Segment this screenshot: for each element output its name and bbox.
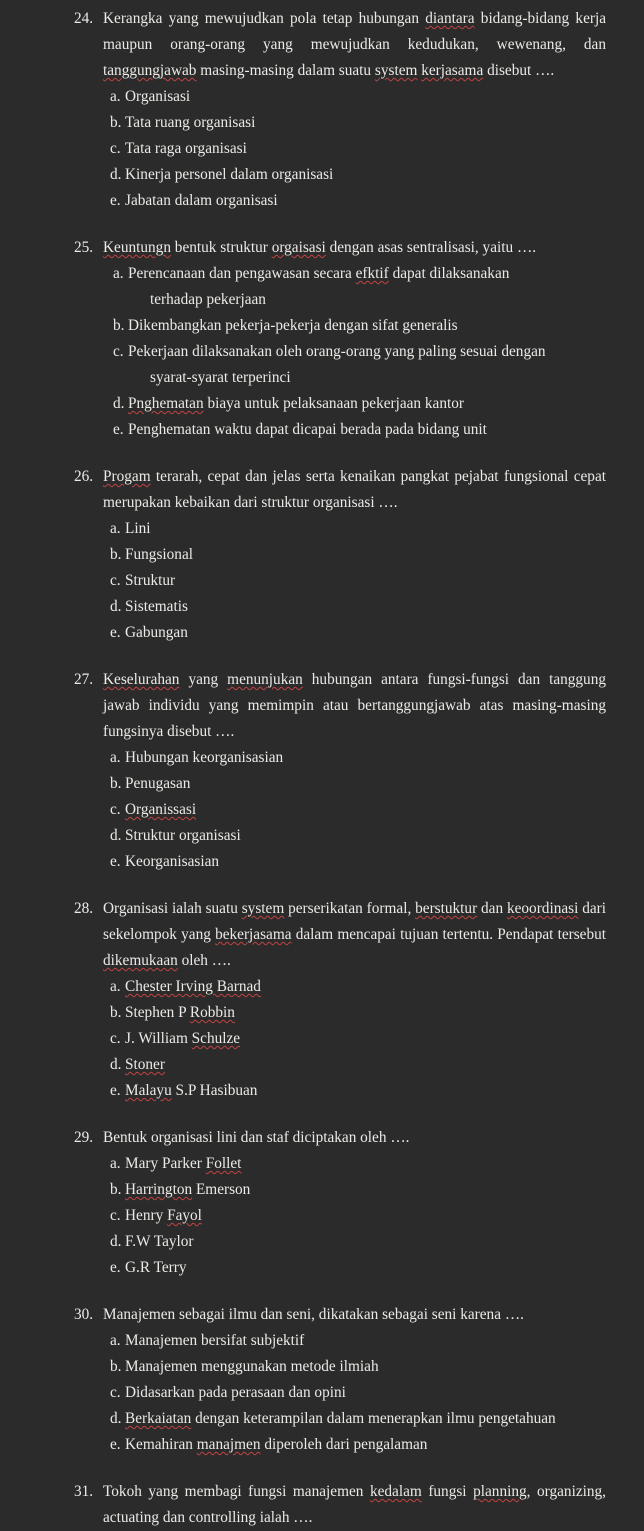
option-list xyxy=(74,1328,606,1458)
answer-option[interactable] xyxy=(110,1026,606,1052)
question-block xyxy=(74,1302,606,1458)
question-text: Keuntungn bentuk struktur orgaisasi dengan asas sentralisasi, yaitu …. xyxy=(103,239,537,256)
question-number: 24. xyxy=(74,10,94,27)
question-number: 27. xyxy=(74,671,94,688)
option-text: Struktur xyxy=(125,572,176,589)
spellcheck-word: Follet xyxy=(205,1155,242,1172)
option-list xyxy=(74,1151,606,1281)
option-list xyxy=(74,974,606,1104)
option-letter: e. xyxy=(110,192,121,209)
option-text: Manajemen bersifat subjektif xyxy=(125,1332,305,1349)
spellcheck-word: Stoner xyxy=(125,1056,165,1073)
option-letter: e. xyxy=(110,1436,121,1453)
answer-option[interactable] xyxy=(110,188,606,214)
option-text: Kemahiran manajmen diperoleh dari pengalaman xyxy=(125,1436,428,1453)
spellcheck-word: kedalam xyxy=(369,1483,422,1500)
spellcheck-word: Keselurahan xyxy=(103,671,180,688)
answer-option[interactable] xyxy=(110,110,606,136)
answer-option[interactable] xyxy=(110,516,606,542)
option-text xyxy=(125,974,606,1000)
answer-option[interactable] xyxy=(113,261,606,313)
option-letter: c. xyxy=(110,572,121,589)
question-text: Keselurahan yang menunjukan hubungan antara fungsi-fungsi dan tanggung jawab individu yang memimpin atau bertanggungjawab atas masing-masing fungsinya disebut …. xyxy=(103,671,607,740)
spellcheck-word: Keuntungn xyxy=(103,239,171,256)
option-letter: e. xyxy=(110,624,121,641)
option-continuation: syarat-syarat terperinci xyxy=(150,369,291,386)
option-letter: a. xyxy=(110,1155,121,1172)
answer-option[interactable] xyxy=(110,620,606,646)
option-continuation: terhadap pekerjaan xyxy=(150,291,266,308)
answer-option[interactable] xyxy=(113,417,606,443)
question-number: 31. xyxy=(74,1483,94,1500)
answer-option[interactable] xyxy=(110,849,606,875)
question-text: Progam terarah, cepat dan jelas serta kenaikan pangkat pejabat fungsional cepat merupakan kebaikan dari struktur organisasi …. xyxy=(103,468,606,511)
option-letter: d. xyxy=(110,1233,122,1250)
option-letter: c. xyxy=(110,1207,121,1224)
spellcheck-word: Malayu xyxy=(125,1082,172,1099)
option-text: Henry Fayol xyxy=(125,1207,202,1224)
answer-option[interactable] xyxy=(113,391,606,417)
question-header xyxy=(74,667,606,745)
option-letter: e. xyxy=(110,1259,121,1276)
question-header xyxy=(74,1302,606,1328)
option-letter: c. xyxy=(113,343,124,360)
option-letter: d. xyxy=(110,166,122,183)
option-text: Stephen P Robbin xyxy=(125,1004,235,1021)
option-text: Penghematan waktu dapat dicapai berada pada bidang unit xyxy=(128,421,487,438)
spellcheck-word: dikemukaan xyxy=(103,952,178,969)
option-text: Sistematis xyxy=(125,598,188,615)
answer-option[interactable] xyxy=(110,1000,606,1026)
option-letter: e. xyxy=(110,853,121,870)
answer-option[interactable] xyxy=(110,974,606,1000)
answer-option[interactable] xyxy=(110,797,606,823)
question-text: Bentuk organisasi lini dan staf diciptakan oleh …. xyxy=(103,1129,410,1146)
option-letter: c. xyxy=(110,1384,121,1401)
spellcheck-word: Pnghematan xyxy=(128,395,204,412)
option-text: G.R Terry xyxy=(125,1259,187,1276)
option-text: Struktur organisasi xyxy=(125,827,241,844)
option-text xyxy=(125,797,606,823)
option-letter: c. xyxy=(110,140,121,157)
option-letter: a. xyxy=(110,88,121,105)
option-text: Kinerja personel dalam organisasi xyxy=(125,166,334,183)
option-letter: a. xyxy=(110,749,121,766)
question-block xyxy=(74,235,606,443)
option-letter: c. xyxy=(110,801,121,818)
option-letter: a. xyxy=(110,1332,121,1349)
option-text: Pnghematan biaya untuk pelaksanaan pekerjaan kantor xyxy=(128,395,464,412)
option-letter: a. xyxy=(110,978,121,995)
question-header xyxy=(74,6,606,84)
question-list xyxy=(74,6,606,1531)
question-number: 30. xyxy=(74,1306,94,1323)
option-text: Jabatan dalam organisasi xyxy=(125,192,278,209)
option-text: Pekerjaan dilaksanakan oleh orang-orang yang paling sesuai dengan syarat-syarat terperinci xyxy=(128,339,606,391)
option-text: Organisasi xyxy=(125,88,191,105)
option-letter: b. xyxy=(110,1181,122,1198)
spellcheck-word: Progam xyxy=(103,468,151,485)
question-block xyxy=(74,1479,606,1531)
spellcheck-word: diantara xyxy=(425,10,475,27)
answer-option[interactable] xyxy=(110,1255,606,1281)
answer-option[interactable] xyxy=(113,313,606,339)
option-text: Hubungan keorganisasian xyxy=(125,749,284,766)
answer-option[interactable] xyxy=(110,568,606,594)
option-list xyxy=(74,84,606,214)
option-text: Perencanaan dan pengawasan secara efktif dapat dilaksanakan terhadap pekerjaan xyxy=(128,261,606,313)
option-letter: d. xyxy=(110,827,122,844)
answer-option[interactable] xyxy=(110,542,606,568)
option-text: Tata raga organisasi xyxy=(125,140,247,157)
option-list xyxy=(74,261,606,443)
spellcheck-word: berstuktur xyxy=(415,900,478,917)
answer-option[interactable] xyxy=(110,1052,606,1078)
option-text: Manajemen menggunakan metode ilmiah xyxy=(125,1358,379,1375)
spellcheck-word: efktif xyxy=(355,265,389,282)
question-text: Organisasi ialah suatu system perserikatan formal, berstuktur dan keoordinasi dari sekelompok yang bekerjasama dalam mencapai tujuan tertentu. Pendapat tersebut dikemukaan oleh …. xyxy=(103,900,607,969)
question-number: 25. xyxy=(74,239,94,256)
option-letter: e. xyxy=(113,421,124,438)
option-text: Penugasan xyxy=(125,775,191,792)
option-letter: b. xyxy=(110,1004,122,1021)
answer-option[interactable] xyxy=(110,136,606,162)
option-letter: b. xyxy=(110,546,122,563)
answer-option[interactable] xyxy=(110,162,606,188)
option-list xyxy=(74,745,606,875)
option-letter: b. xyxy=(110,775,122,792)
question-block xyxy=(74,6,606,214)
spellcheck-word: Schulze xyxy=(191,1030,241,1047)
spellcheck-word: tanggungjawab xyxy=(103,62,197,79)
option-letter: d. xyxy=(110,598,122,615)
option-text: Lini xyxy=(125,520,151,537)
option-letter: b. xyxy=(110,114,122,131)
option-list xyxy=(74,516,606,646)
question-block xyxy=(74,896,606,1104)
question-number: 28. xyxy=(74,900,94,917)
option-text xyxy=(125,1052,606,1078)
option-letter: b. xyxy=(110,1358,122,1375)
question-block xyxy=(74,1125,606,1281)
option-text: Didasarkan pada perasaan dan opini xyxy=(125,1384,346,1401)
answer-option[interactable] xyxy=(113,339,606,391)
question-number: 29. xyxy=(74,1129,94,1146)
answer-option[interactable] xyxy=(110,771,606,797)
option-text: Dikembangkan pekerja-pekerja dengan sifat generalis xyxy=(128,317,458,334)
question-header xyxy=(74,464,606,516)
answer-option[interactable] xyxy=(110,1177,606,1203)
spellcheck-word: Harrington xyxy=(125,1181,193,1198)
spellcheck-word: planning xyxy=(473,1483,527,1500)
option-text: F.W Taylor xyxy=(125,1233,194,1250)
option-letter: a. xyxy=(113,265,124,282)
answer-option[interactable] xyxy=(110,84,606,110)
spellcheck-word: keoordinasi xyxy=(506,900,579,917)
option-letter: e. xyxy=(110,1082,121,1099)
question-number: 26. xyxy=(74,468,94,485)
option-text: J. William Schulze xyxy=(125,1030,241,1047)
spellcheck-word: bekerjasama xyxy=(215,926,292,943)
spellcheck-word: Robbin xyxy=(189,1004,235,1021)
option-text: Keorganisasian xyxy=(125,853,220,870)
option-letter: b. xyxy=(113,317,125,334)
question-header xyxy=(74,235,606,261)
option-text: Malayu S.P Hasibuan xyxy=(125,1082,258,1099)
spellcheck-word: Fayol xyxy=(167,1207,202,1224)
option-letter: a. xyxy=(110,520,121,537)
answer-option[interactable] xyxy=(110,1151,606,1177)
option-text: Gabungan xyxy=(125,624,188,641)
answer-option[interactable] xyxy=(110,1203,606,1229)
question-block xyxy=(74,464,606,646)
answer-option[interactable] xyxy=(110,1432,606,1458)
answer-option[interactable] xyxy=(110,745,606,771)
answer-option[interactable] xyxy=(110,1078,606,1104)
question-header xyxy=(74,1125,606,1151)
answer-option[interactable] xyxy=(110,1380,606,1406)
question-header xyxy=(74,1479,606,1531)
option-text: Mary Parker Follet xyxy=(125,1155,242,1172)
question-text: Kerangka yang mewujudkan pola tetap hubungan diantara bidang-bidang kerja maupun orang-orang yang mewujudkan kedudukan, wewenang, dan tanggungjawab masing-masing dalam suatu system kerjasama disebut …. xyxy=(103,10,606,79)
question-text: Manajemen sebagai ilmu dan seni, dikatakan sebagai seni karena …. xyxy=(103,1306,524,1323)
option-text: Fungsional xyxy=(125,546,193,563)
spellcheck-word: kerjasama xyxy=(421,62,484,79)
answer-option[interactable] xyxy=(110,594,606,620)
answer-option[interactable] xyxy=(110,1354,606,1380)
spellcheck-word: system xyxy=(241,900,285,917)
question-header xyxy=(74,896,606,974)
option-letter: d. xyxy=(110,1056,122,1073)
option-text: Tata ruang organisasi xyxy=(125,114,256,131)
question-text: Tokoh yang membagi fungsi manajemen kedalam fungsi planning, organizing, actuating dan controlling ialah …. xyxy=(103,1483,606,1526)
option-letter: d. xyxy=(110,1410,122,1427)
spellcheck-word: manajmen xyxy=(196,1436,261,1453)
answer-option[interactable] xyxy=(110,1229,606,1255)
option-text: Harrington Emerson xyxy=(125,1181,251,1198)
answer-option[interactable] xyxy=(110,1328,606,1354)
option-text: Berkaiatan dengan keterampilan dalam menerapkan ilmu pengetahuan xyxy=(125,1410,556,1427)
spellcheck-word: system xyxy=(374,62,418,79)
answer-option[interactable] xyxy=(110,823,606,849)
answer-option[interactable] xyxy=(110,1406,606,1432)
spellcheck-word: Organissasi xyxy=(125,801,197,818)
spellcheck-word: menunjukan xyxy=(227,671,303,688)
spellcheck-word: Berkaiatan xyxy=(125,1410,192,1427)
option-letter: d. xyxy=(113,395,125,412)
spellcheck-word: Chester Irving Barnad xyxy=(125,978,261,995)
spellcheck-word: orgaisasi xyxy=(271,239,326,256)
question-block xyxy=(74,667,606,875)
option-letter: c. xyxy=(110,1030,121,1047)
